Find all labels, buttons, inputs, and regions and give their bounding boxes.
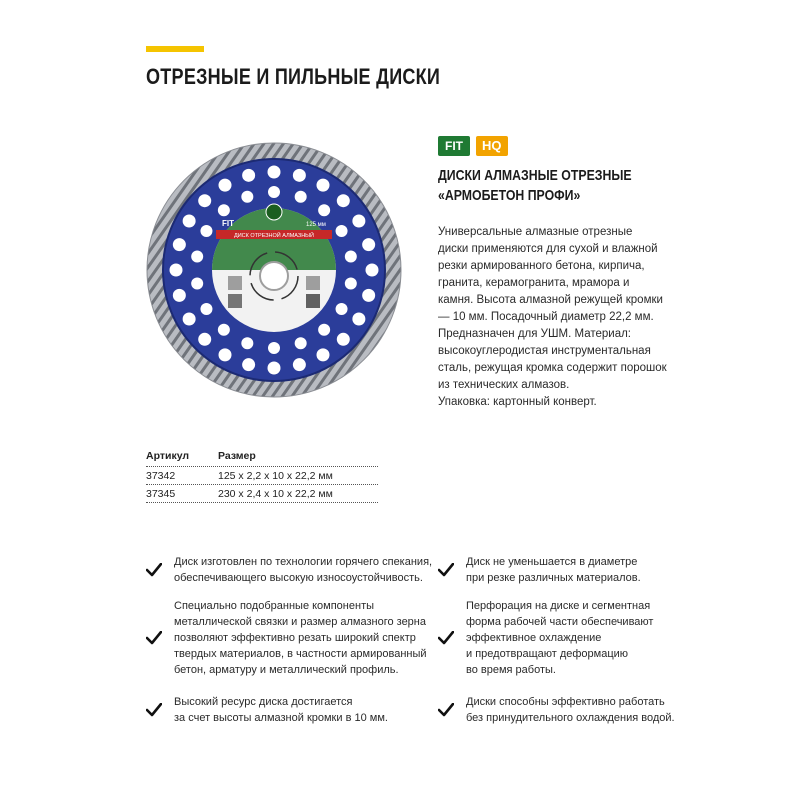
disc-hole <box>218 204 230 216</box>
feature-text: Диск изготовлен по технологии горячего спекания, обеспечивающего высокую износоустойчивость. <box>174 556 433 584</box>
feature-item <box>146 694 388 726</box>
disc-hole <box>293 358 306 371</box>
disc-hole <box>268 362 281 375</box>
disc-hole <box>336 303 348 315</box>
disc-hole <box>337 333 350 346</box>
disc-hole <box>318 324 330 336</box>
description-line: камня. Высота алмазной режущей кромки <box>438 294 663 306</box>
disc-hole <box>317 348 330 361</box>
disc-hole <box>268 186 280 198</box>
disc-hole <box>242 169 255 182</box>
disc-size-text: 125 мм <box>306 222 326 228</box>
disc-hole <box>241 337 253 349</box>
feature-item <box>146 554 432 586</box>
feature-item <box>438 598 653 678</box>
disc-hole <box>352 215 365 228</box>
disc-hole <box>219 348 232 361</box>
header-article: Артикул <box>146 450 190 462</box>
product-title-line1: ДИСКИ АЛМАЗНЫЕ ОТРЕЗНЫЕ <box>438 167 632 184</box>
feature-item <box>438 694 675 726</box>
feature-text: Перфорация на диске и сегментная форма рабочей части обеспечивают эффективное охлаждение и предотвращают деформацию во время работы. <box>466 600 654 676</box>
disc-hole <box>170 264 183 277</box>
description-line: резки армированного бетона, кирпича, <box>438 260 645 272</box>
feature-item <box>438 554 641 586</box>
checkmark-icon <box>438 554 454 586</box>
disc-hole <box>295 191 307 203</box>
disc-hole <box>200 225 212 237</box>
disc-hole <box>173 238 186 251</box>
title-accent-bar <box>146 46 204 52</box>
checkmark-icon <box>438 694 454 726</box>
disc-hole <box>198 333 211 346</box>
disc-hole <box>362 289 375 302</box>
table-row <box>146 485 378 503</box>
description-line: Универсальные алмазные отрезные <box>438 226 633 238</box>
checkmark-icon <box>146 598 162 678</box>
description-line: сталь, режущая кромка содержит порошок <box>438 362 667 374</box>
description-line: диски применяются для сухой и влажной <box>438 243 658 255</box>
disc-hole <box>183 313 196 326</box>
disc-hole <box>268 342 280 354</box>
page-title: ОТРЕЗНЫЕ И ПИЛЬНЫЕ ДИСКИ <box>146 64 441 89</box>
disc-hole <box>183 215 196 228</box>
disc-hole <box>198 194 211 207</box>
disc-hole <box>337 194 350 207</box>
table-row <box>146 467 378 485</box>
description-line: — 10 мм. Посадочный диаметр 22,2 мм. <box>438 311 654 323</box>
description-line: из технических алмазов. <box>438 379 570 391</box>
disc-hole <box>336 225 348 237</box>
disc-hole <box>295 337 307 349</box>
product-title-line2: «АРМОБЕТОН ПРОФИ» <box>438 187 581 204</box>
disc-hole <box>268 166 281 179</box>
disc-hole <box>317 179 330 192</box>
description-line: Упаковка: картонный конверт. <box>438 396 597 408</box>
header-size: Размер <box>218 450 256 462</box>
fit-logo: FIT <box>438 136 470 156</box>
disc-hole <box>366 264 379 277</box>
feature-text: Диски способны эффективно работать без принудительного охлаждения водой. <box>466 696 675 724</box>
disc-hole <box>242 358 255 371</box>
product-description <box>438 224 693 411</box>
feature-text: Диск не уменьшается в диаметре при резке различных материалов. <box>466 556 641 584</box>
cell-article: 37345 <box>146 487 176 500</box>
disc-hole <box>362 238 375 251</box>
product-title <box>438 166 632 206</box>
spec-table-header <box>146 446 378 467</box>
disc-hole <box>173 289 186 302</box>
disc-hole <box>200 303 212 315</box>
disc-hole <box>218 324 230 336</box>
disc-hole <box>345 278 357 290</box>
disc-label-text: ДИСК ОТРЕЗНОЙ АЛМАЗНЫЙ <box>234 233 314 239</box>
disc-hole <box>293 169 306 182</box>
cell-article: 37342 <box>146 469 176 482</box>
checkmark-icon <box>146 554 162 586</box>
disc-hole <box>318 204 330 216</box>
feature-text: Специально подобранные компоненты металлической связки и размер алмазного зерна позволяют эффективно резать широкий спектр твердых материалов, в частности армированный бетон, арматуру и металлический профиль. <box>174 600 427 676</box>
diamond-disc-image <box>146 142 402 398</box>
cell-size: 230 х 2,4 х 10 х 22,2 мм <box>218 487 333 500</box>
disc-hole <box>191 250 203 262</box>
disc-hole <box>241 191 253 203</box>
disc-hole <box>345 250 357 262</box>
hq-badge: HQ <box>476 136 508 156</box>
cell-size: 125 х 2,2 х 10 х 22,2 мм <box>218 469 333 482</box>
brand-logos <box>438 136 508 156</box>
disc-hole <box>352 313 365 326</box>
disc-brand-text: FIT <box>222 219 234 228</box>
feature-item <box>146 598 427 678</box>
disc-hole <box>219 179 232 192</box>
feature-text: Высокий ресурс диска достигается за счет высоты алмазной кромки в 10 мм. <box>174 696 388 724</box>
description-line: высокоуглеродистая инструментальная <box>438 345 651 357</box>
description-line: гранита, керамогранита, мрамора и <box>438 277 630 289</box>
spec-table <box>146 446 378 503</box>
description-line: Предназначен для УШМ. Материал: <box>438 328 631 340</box>
checkmark-icon <box>146 694 162 726</box>
checkmark-icon <box>438 598 454 678</box>
disc-hole <box>191 278 203 290</box>
